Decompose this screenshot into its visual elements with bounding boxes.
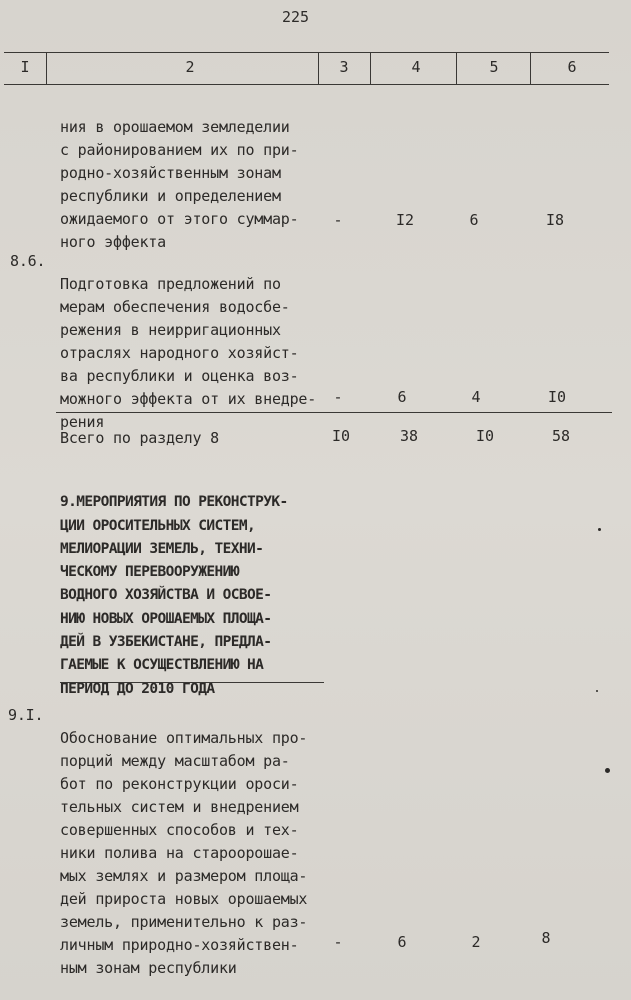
row-value-col4: I2 — [395, 211, 415, 229]
page-number: 225 — [282, 8, 310, 26]
row-text: Обоснование оптимальных про- порций между масштабом ра- бот по реконструкции ороси- тельных систем и внедрением совершенных способов и тех- ники полива на староорошае- мых землях и размером площа- дей прироста новых орошаемых земель, применительно к раз- личным природно-хозяйствен- ным зонам республики — [60, 729, 308, 977]
table-header-top-rule — [4, 52, 609, 53]
column-header-1: I — [20, 58, 30, 76]
section-heading-underline — [60, 682, 324, 683]
column-header-3: 3 — [339, 58, 349, 76]
ink-speck — [598, 528, 601, 531]
row-value-col3: - — [333, 211, 343, 229]
table-header-divider — [530, 52, 531, 84]
row-value-col5: 2 — [471, 933, 481, 951]
row-text: ния в орошаемом земледелии с районированием их по при- родно-хозяйственным зонам республики и определением ожидаемого от этого суммар- ного эффекта — [60, 118, 299, 251]
row-value-col6: I8 — [545, 211, 565, 229]
column-header-4: 4 — [411, 58, 421, 76]
total-top-rule — [56, 412, 612, 413]
column-header-6: 6 — [567, 58, 577, 76]
row-value-col4: 6 — [397, 388, 407, 406]
table-header-divider — [456, 52, 457, 84]
row-value-col3: - — [333, 933, 343, 951]
row-value-col4: 6 — [397, 933, 407, 951]
row-value-col5: 4 — [471, 388, 481, 406]
table-header-divider — [318, 52, 319, 84]
section-heading: 9.МЕРОПРИЯТИЯ ПО РЕКОНСТРУК- ЦИИ ОРОСИТЕЛЬНЫХ СИСТЕМ, МЕЛИОРАЦИИ ЗЕМЕЛЬ, ТЕХНИ- ЧЕСКОМУ ПЕРЕВООРУЖЕНИЮ ВОДНОГО ХОЗЯЙСТВА И ОСВОЕ- НИЮ НОВЫХ ОРОШАЕМЫХ ПЛОЩА- ДЕЙ В УЗБЕКИСТАНЕ, ПРЕДЛА- ГАЕМЫЕ К ОСУЩЕСТВЛЕНИЮ НА ПЕРИОД ДО 2010 ГОДА — [60, 494, 288, 697]
ink-speck — [596, 690, 598, 692]
row-text: Подготовка предложений по мерам обеспечения водосбе- режения в неирригационных отраслях народного хозяйст- ва республики и оценка воз- можного эффекта от их внедре- рения — [60, 275, 317, 431]
row-value-col4: 38 — [399, 427, 419, 445]
row-number: 8.6. — [10, 252, 46, 270]
row-value-col6: 8 — [541, 929, 551, 947]
table-header-divider — [370, 52, 371, 84]
row-value-col3: I0 — [331, 427, 351, 445]
table-header-divider — [46, 52, 47, 84]
column-header-5: 5 — [489, 58, 499, 76]
row-value-col6: I0 — [547, 388, 567, 406]
section-total-label: Всего по разделу 8 — [60, 429, 219, 447]
column-header-2: 2 — [185, 58, 195, 76]
table-header-bottom-rule — [4, 84, 609, 85]
row-value-col3: - — [333, 388, 343, 406]
ink-speck — [605, 768, 610, 773]
row-value-col5: 6 — [469, 211, 479, 229]
row-value-col5: I0 — [475, 427, 495, 445]
row-value-col6: 58 — [551, 427, 571, 445]
row-number: 9.I. — [8, 706, 44, 724]
